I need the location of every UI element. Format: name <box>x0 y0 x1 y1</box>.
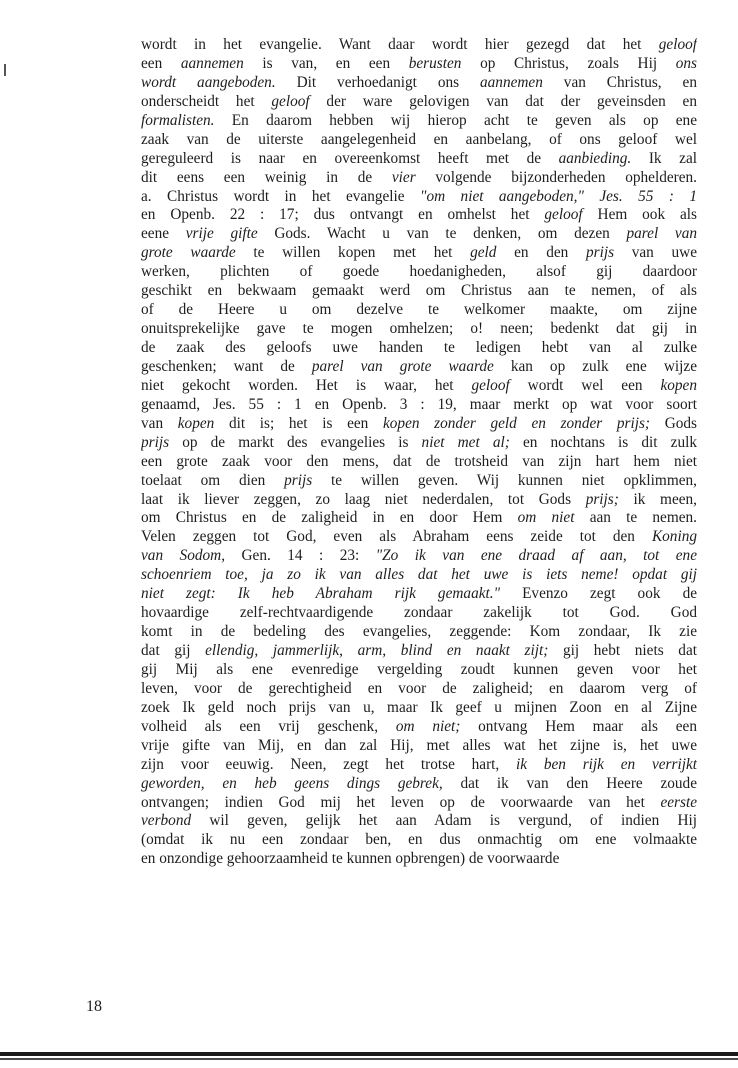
text-run: ontvangen; indien God mij het leven op de voorwaarde van het <box>141 793 661 811</box>
text-line <box>141 661 697 680</box>
italic-text: kopen <box>177 414 215 432</box>
text-line <box>141 150 697 169</box>
text-run: een grote zaak voor den mens, dat de trotsheid van zijn hart hem niet <box>141 452 697 470</box>
text-line <box>141 339 697 358</box>
text-run: wil geven, gelijk het aan Adam is vergund, of indien Hij <box>191 812 697 830</box>
text-line <box>141 718 697 737</box>
text-line <box>141 244 697 263</box>
italic-text: om niet <box>517 509 575 527</box>
text-run: Velen zeggen tot God, even als Abraham eens zeide tot den <box>141 528 652 546</box>
text-line <box>141 566 697 585</box>
text-run: een <box>141 54 181 72</box>
italic-text: eerste <box>660 793 697 811</box>
text-run: op de markt des evangelies is <box>169 433 422 451</box>
text-line <box>141 434 697 453</box>
bottom-rule <box>0 1052 738 1056</box>
italic-text: vrije gifte <box>185 225 258 243</box>
text-run: genaamd, Jes. 55 : 1 en Openb. 3 : 19, maar merkt op wat voor soort <box>141 395 697 413</box>
text-line <box>141 812 697 831</box>
italic-text: geld <box>470 244 497 262</box>
text-line <box>141 263 697 282</box>
text-run: van uwe <box>614 244 697 262</box>
italic-text: aanbieding. <box>558 149 632 167</box>
text-run: Gods <box>650 414 697 432</box>
italic-text: ons <box>675 54 697 72</box>
italic-text: berusten <box>408 54 462 72</box>
italic-text: schoenriem toe, ja zo ik van alles dat het uwe is iets neme! opdat gij <box>141 566 697 584</box>
text-run: eene <box>141 225 186 243</box>
text-line <box>141 377 697 396</box>
text-line <box>141 55 697 74</box>
bottom-rule-thin <box>0 1058 738 1060</box>
text-line <box>141 301 697 320</box>
text-run: en nochtans is dit zulk <box>509 433 697 451</box>
text-line <box>141 188 697 207</box>
text-line <box>141 794 697 813</box>
text-run: is van, en een <box>243 54 409 72</box>
text-run: niet gekocht worden. Het is waar, het <box>141 376 472 394</box>
text-line <box>141 528 697 547</box>
text-run: vrije gifte van Mij, en dan zal Hij, met alles wat het zijne is, het uwe <box>141 736 697 754</box>
italic-text: verbond <box>141 812 192 830</box>
text-run: volheid als een vrij geschenk, <box>141 717 396 735</box>
text-run: volgende bijzonderheden ophelderen. <box>415 168 697 186</box>
italic-text: niet zegt: Ik heb Abraham rijk gemaakt." <box>141 585 501 603</box>
text-line <box>141 74 697 93</box>
text-run: a. Christus wordt in het evangelie <box>141 187 421 205</box>
text-run: van Christus, en <box>542 73 697 91</box>
text-run: werken, plichten of goede hoedanigheden, alsof gij daardoor <box>141 263 697 281</box>
text-run: zaak van de uiterste aangelegenheid en aanbelang, of ons geloof wel <box>141 130 697 148</box>
italic-text: geworden, en heb geens dings gebrek, <box>141 774 443 792</box>
italic-text: grote waarde <box>141 244 236 262</box>
italic-text: ellendig, jammerlijk, arm, blind en naakt zijt; <box>205 642 549 659</box>
text-line <box>141 169 697 188</box>
text-run: dat ik van den Heere zoude <box>442 774 697 792</box>
body-text <box>141 36 697 869</box>
text-run: der ware gelovigen van dat der geveinsden en <box>309 92 697 110</box>
text-line <box>141 415 697 434</box>
text-run: dit eens een weinig in de <box>141 168 392 186</box>
italic-text: kopen <box>660 376 697 394</box>
text-run: komt in de bedeling des evangelies, zeggende: Kom zondaar, Ik zie <box>141 623 697 641</box>
text-line <box>141 396 697 415</box>
text-line <box>141 358 697 377</box>
text-line <box>141 36 697 55</box>
text-run: wordt in het evangelie. Want daar wordt hier gezegd dat het <box>141 36 659 53</box>
text-run: dat gij <box>141 642 206 659</box>
text-run: laat ik liever zeggen, zo laag niet nederdalen, tot Gods <box>141 490 586 508</box>
italic-text: geloof <box>544 206 583 224</box>
text-run: hovaardige zelf-rechtvaardigende zondaar zakelijk tot God. God <box>141 604 697 622</box>
italic-text: prijs <box>284 471 313 489</box>
text-run: Ik zal <box>631 149 697 167</box>
italic-text: parel van grote waarde <box>311 357 494 375</box>
text-run: Evenzo zegt ook de <box>500 585 697 603</box>
text-run: Gods. Wacht u van te denken, om dezen <box>257 225 627 243</box>
page-number: 18 <box>86 998 102 1015</box>
text-run: wordt wel een <box>509 376 661 394</box>
italic-text: geloof <box>271 92 310 110</box>
italic-text: parel van <box>626 225 697 243</box>
text-line <box>141 756 697 775</box>
text-run: te willen geven. Wij kunnen niet opklimmen, <box>312 471 697 489</box>
text-line <box>141 775 697 794</box>
italic-text: geloof <box>658 36 697 53</box>
text-run: onderscheidt het <box>141 92 272 110</box>
text-run: van <box>141 414 178 432</box>
text-run: kan op zulk ene wijze <box>493 357 697 375</box>
italic-text: ik ben rijk en verrijkt <box>516 755 697 773</box>
text-run: toelaat om dien <box>141 471 285 489</box>
text-run: geschenken; want de <box>141 357 312 375</box>
text-line <box>141 737 697 756</box>
italic-text: prijs; <box>585 490 619 508</box>
text-line <box>141 604 697 623</box>
text-line <box>141 680 697 699</box>
italic-text: geloof <box>471 376 510 394</box>
italic-text: wordt aangeboden. <box>141 73 276 91</box>
italic-text: om niet; <box>395 717 461 735</box>
text-run: leven, voor de gerechtigheid en voor de zaligheid; en daarom verg of <box>141 679 697 697</box>
italic-text: aannemen <box>480 73 543 91</box>
text-line <box>141 491 697 510</box>
text-run: om Christus en de zaligheid in en door Hem <box>141 509 518 527</box>
text-line <box>141 623 697 642</box>
text-run: de zaak des geloofs uwe handen te ledigen hebt van al zulke <box>141 339 697 356</box>
text-run: en den <box>496 244 586 262</box>
italic-text: vier <box>391 168 416 186</box>
text-run: Dit verhoedanigt ons <box>275 73 480 91</box>
text-line <box>141 472 697 491</box>
text-run: zijn voor eeuwig. Neen, zegt het trotse hart, <box>141 755 517 773</box>
text-line <box>141 831 697 850</box>
text-run: gij hebt niets dat <box>548 642 697 659</box>
text-line <box>141 93 697 112</box>
text-line <box>141 112 697 131</box>
text-line <box>141 642 697 661</box>
margin-mark <box>4 64 6 76</box>
text-run: ik meen, <box>618 490 697 508</box>
text-run: en Openb. 22 : 17; dus ontvangt en omhelst het <box>141 206 545 224</box>
text-run: en onzondige gehoorzaamheid te kunnen opbrengen) de voorwaarde <box>141 850 560 868</box>
text-line <box>141 225 697 244</box>
italic-text: kopen zonder geld en zonder prijs; <box>382 414 651 432</box>
italic-text: niet met al; <box>421 433 510 451</box>
italic-text: formalisten. <box>141 111 215 129</box>
text-line <box>141 547 697 566</box>
text-run: of de Heere u om dezelve te welkomer maakte, om zijne <box>141 301 697 319</box>
italic-text: van Sodom, <box>141 547 226 565</box>
text-run: geschikt en bekwaam gemaakt werd om Christus aan te nemen, of als <box>141 282 697 300</box>
text-run: (omdat ik nu een zondaar ben, en dus onmachtig om ene volmaakte <box>141 831 697 849</box>
text-line <box>141 585 697 604</box>
text-run: onuitsprekelijke gave te mogen omhelzen; o! neen; bedenkt dat gij in <box>141 320 697 338</box>
text-line <box>141 282 697 301</box>
text-line <box>141 206 697 225</box>
italic-text: prijs <box>586 244 615 262</box>
text-run: Gen. 14 : 23: <box>225 547 376 565</box>
text-run: te willen kopen met het <box>235 244 471 262</box>
text-run: gij Mij als ene evenredige vergelding zoudt kunnen geven voor het <box>141 660 697 678</box>
italic-text: aannemen <box>180 54 244 72</box>
text-run: aan te nemen. <box>574 509 697 527</box>
text-line <box>141 320 697 339</box>
text-run: Hem ook als <box>582 206 697 224</box>
italic-text: prijs <box>141 433 170 451</box>
text-line <box>141 509 697 528</box>
text-run: op Christus, zoals Hij <box>461 54 676 72</box>
text-run: En daarom hebben wij hierop acht te geven als op ene <box>214 111 697 129</box>
text-line <box>141 131 697 150</box>
italic-text: "om niet aangeboden," Jes. 55 : 1 <box>420 187 697 205</box>
text-line <box>141 699 697 718</box>
text-run: ontvang Hem maar als een <box>460 717 697 735</box>
text-line <box>141 850 697 869</box>
italic-text: Koning <box>651 528 697 546</box>
text-line <box>141 453 697 472</box>
text-run: dit is; het is een <box>214 414 383 432</box>
text-run: gereguleerd is naar en overeenkomst heeft met de <box>141 149 559 167</box>
text-run: zoek Ik geld noch prijs van u, maar Ik geef u mijnen Zoon en al Zijne <box>141 698 697 716</box>
italic-text: "Zo ik van ene draad af aan, tot ene <box>375 547 697 565</box>
